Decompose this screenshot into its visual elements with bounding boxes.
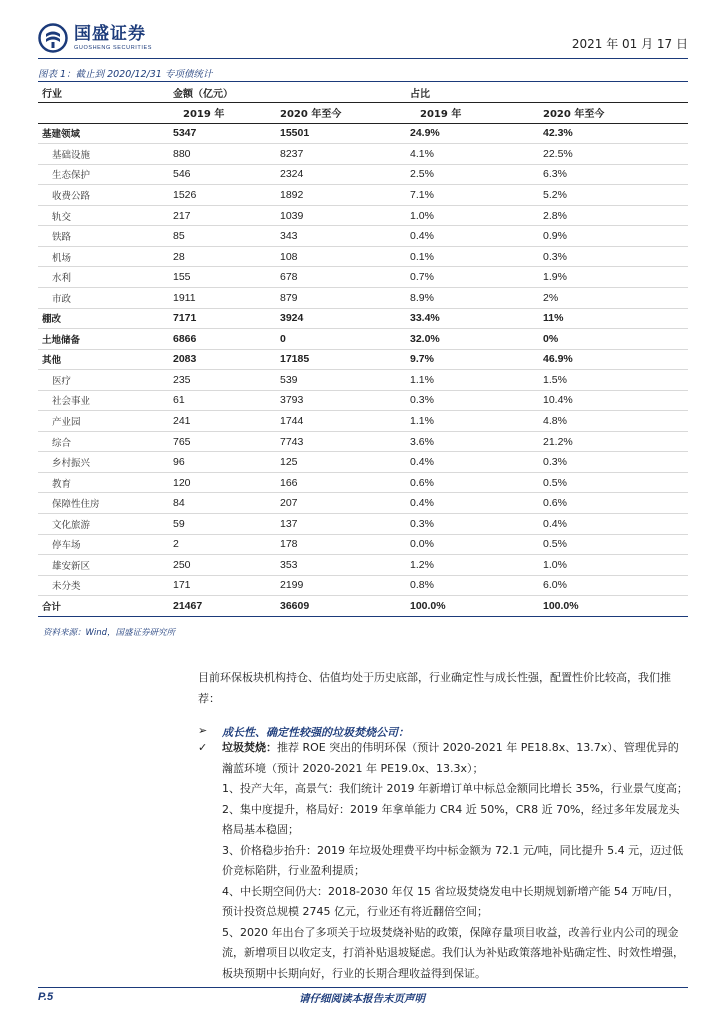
- table-row: [38, 82, 688, 103]
- table-row: [38, 452, 688, 473]
- item-line: [222, 738, 688, 779]
- table-cell: 353: [276, 555, 406, 576]
- table-row: [38, 103, 688, 124]
- table-cell: 0.6%: [406, 472, 539, 493]
- table-cell: 占比: [406, 82, 539, 103]
- table-row: [38, 123, 688, 144]
- table-cell: 1.2%: [406, 555, 539, 576]
- table-cell: 1.5%: [539, 370, 688, 391]
- figure-title: 图表 1：截止到 2020/12/31 专项债统计: [38, 69, 213, 80]
- item-line: 2、集中度提升，格局好：2019 年拿单能力 CR4 近 50%，CR8 近 70%，经过多年发展龙头格局基本稳固；: [222, 802, 680, 836]
- check-bullet-icon: ✓: [198, 741, 208, 754]
- table-cell: 棚改: [38, 308, 169, 329]
- table-cell: 120: [169, 472, 276, 493]
- table-cell: 539: [276, 370, 406, 391]
- table-row: [38, 575, 688, 596]
- table-cell: 137: [276, 513, 406, 534]
- table-cell: 其他: [38, 349, 169, 370]
- table-row: [38, 349, 688, 370]
- table-cell: 轨交: [38, 205, 169, 226]
- table-cell: 84: [169, 493, 276, 514]
- table-cell: 基础设施: [38, 144, 169, 165]
- item-line: 1、投产大年，高景气：我们统计 2019 年新增订单中标总金额同比增长 35%，行业景气度高；: [222, 782, 688, 795]
- table-cell: 96: [169, 452, 276, 473]
- table-cell: 2019 年: [406, 103, 539, 124]
- table-cell: 1.1%: [406, 411, 539, 432]
- table-cell: 250: [169, 555, 276, 576]
- table-cell: 2: [169, 534, 276, 555]
- table-cell: 金额（亿元）: [169, 82, 276, 103]
- table-cell: 2.8%: [539, 205, 688, 226]
- special-bond-table: [38, 82, 688, 617]
- table-cell: 1911: [169, 287, 276, 308]
- table-cell: 0.1%: [406, 246, 539, 267]
- table-cell: 1.1%: [406, 370, 539, 391]
- table-cell: 机场: [38, 246, 169, 267]
- table-cell: 0.3%: [406, 390, 539, 411]
- table-cell: 59: [169, 513, 276, 534]
- table-cell: 2.5%: [406, 164, 539, 185]
- item-line: 4、中长期空间仍大：2018-2030 年仅 15 省垃圾焚烧发电中长期规划新增产能 54 万吨/日，预计投资总规模 2745 亿元，行业还有将近翻倍空间；: [222, 884, 680, 918]
- table-cell: 21467: [169, 596, 276, 617]
- table-cell: 乡村振兴: [38, 452, 169, 473]
- table-row: [38, 226, 688, 247]
- table-cell: 教育: [38, 472, 169, 493]
- table-cell: 2324: [276, 164, 406, 185]
- table-cell: 0.9%: [539, 226, 688, 247]
- table-cell: 171: [169, 575, 276, 596]
- table-cell: 0%: [539, 329, 688, 350]
- table-cell: 6.0%: [539, 575, 688, 596]
- table-cell: 停车场: [38, 534, 169, 555]
- table-row: [38, 555, 688, 576]
- table-cell: 4.8%: [539, 411, 688, 432]
- table-cell: 36609: [276, 596, 406, 617]
- table-cell: 11%: [539, 308, 688, 329]
- table-cell: 社会事业: [38, 390, 169, 411]
- table-cell: 15501: [276, 123, 406, 144]
- table-cell: 32.0%: [406, 329, 539, 350]
- table-row: [38, 370, 688, 391]
- table-cell: 28: [169, 246, 276, 267]
- table-cell: 雄安新区: [38, 555, 169, 576]
- table-cell: 5.2%: [539, 185, 688, 206]
- table-cell: 保障性住房: [38, 493, 169, 514]
- table-cell: 合计: [38, 596, 169, 617]
- table-cell: 产业园: [38, 411, 169, 432]
- table-cell: 125: [276, 452, 406, 473]
- company-logo: [38, 20, 152, 56]
- table-cell: 0.4%: [406, 452, 539, 473]
- page-number: P.5: [38, 991, 54, 1003]
- intro-paragraph: 目前环保板块机构持仓、估值均处于历史底部，行业确定性与成长性强，配置性价比较高，我们推荐：: [198, 671, 671, 705]
- recommendation-heading: 成长性、确定性较强的垃圾焚烧公司：: [222, 726, 409, 739]
- table-cell: 文化旅游: [38, 513, 169, 534]
- table-cell: 9.7%: [406, 349, 539, 370]
- item-line: 5、2020 年出台了多项关于垃圾焚烧补贴的政策，保障存量项目收益，改善行业内公司的现金流，新增项目以收定支，打消补贴退坡疑虑。我们认为补贴政策落地补贴确定性、时效性增强，板块预期中长期向好，行业的长期合理收益得到保证。: [222, 925, 684, 980]
- table-cell: [38, 103, 169, 124]
- table-cell: 6.3%: [539, 164, 688, 185]
- waste-incineration-item: [222, 738, 688, 984]
- table-cell: 6866: [169, 329, 276, 350]
- item-line: 3、价格稳步抬升：2019 年垃圾处理费平均中标金额为 72.1 元/吨，同比提升 5.4 元，迈过低价竞标陷阱，行业盈利提质；: [222, 843, 684, 877]
- table-cell: 1892: [276, 185, 406, 206]
- table-cell: 0.3%: [406, 513, 539, 534]
- table-cell: 0.3%: [539, 246, 688, 267]
- table-cell: 行业: [38, 82, 169, 103]
- table-cell: 2199: [276, 575, 406, 596]
- table-cell: [276, 82, 406, 103]
- table-cell: 综合: [38, 431, 169, 452]
- table-cell: [539, 82, 688, 103]
- table-cell: 10.4%: [539, 390, 688, 411]
- table-cell: 1039: [276, 205, 406, 226]
- table-row: [38, 144, 688, 165]
- table-cell: 2019 年: [169, 103, 276, 124]
- table-cell: 生态保护: [38, 164, 169, 185]
- table-cell: 46.9%: [539, 349, 688, 370]
- table-row: [38, 185, 688, 206]
- table-cell: 水利: [38, 267, 169, 288]
- table-cell: 0.7%: [406, 267, 539, 288]
- guosheng-logo-icon: [38, 23, 68, 53]
- table-cell: 医疗: [38, 370, 169, 391]
- logo-english-name: GUOSHENG SECURITIES: [74, 44, 153, 51]
- table-cell: 100.0%: [539, 596, 688, 617]
- arrow-bullet-icon: ➢: [198, 724, 208, 737]
- table-row: [38, 267, 688, 288]
- report-date: 2021 年 01 月 17 日: [571, 37, 688, 51]
- table-cell: 1.0%: [539, 555, 688, 576]
- table-row: [38, 513, 688, 534]
- footer-divider: [38, 987, 688, 988]
- table-cell: 2020 年至今: [539, 103, 688, 124]
- table-row: [38, 164, 688, 185]
- table-cell: 5347: [169, 123, 276, 144]
- table-cell: 0: [276, 329, 406, 350]
- table-row: [38, 411, 688, 432]
- table-cell: 铁路: [38, 226, 169, 247]
- table-cell: 2020 年至今: [276, 103, 406, 124]
- logo-chinese-name: 国盛证券: [74, 23, 146, 44]
- table-cell: 17185: [276, 349, 406, 370]
- table-row: [38, 534, 688, 555]
- table-cell: 241: [169, 411, 276, 432]
- table-row: [38, 493, 688, 514]
- item-text: 推荐 ROE 突出的伟明环保（预计 2020-2021 年 PE18.8x、13.7x）、管理优异的瀚蓝环境（预计 2020-2021 年 PE19.0x、13.3x）；: [222, 741, 679, 775]
- table-cell: 3924: [276, 308, 406, 329]
- table-row: [38, 596, 688, 617]
- table-cell: 678: [276, 267, 406, 288]
- table-cell: 1744: [276, 411, 406, 432]
- table-row: [38, 246, 688, 267]
- table-cell: 3793: [276, 390, 406, 411]
- table-cell: 0.4%: [406, 226, 539, 247]
- table-cell: 1.9%: [539, 267, 688, 288]
- table-row: [38, 287, 688, 308]
- table-row: [38, 205, 688, 226]
- table-cell: 178: [276, 534, 406, 555]
- table-cell: 546: [169, 164, 276, 185]
- table-cell: 未分类: [38, 575, 169, 596]
- table-cell: 基建领域: [38, 123, 169, 144]
- table-cell: 8237: [276, 144, 406, 165]
- table-cell: 0.8%: [406, 575, 539, 596]
- table-cell: 879: [276, 287, 406, 308]
- table-cell: 155: [169, 267, 276, 288]
- table-cell: 7.1%: [406, 185, 539, 206]
- table-cell: 108: [276, 246, 406, 267]
- table-cell: 100.0%: [406, 596, 539, 617]
- table-cell: 1526: [169, 185, 276, 206]
- table-cell: 343: [276, 226, 406, 247]
- table-cell: 235: [169, 370, 276, 391]
- table-cell: 0.0%: [406, 534, 539, 555]
- table-cell: 0.4%: [539, 513, 688, 534]
- header-divider: [38, 58, 688, 59]
- table-cell: 217: [169, 205, 276, 226]
- table-row: [38, 472, 688, 493]
- table-cell: 24.9%: [406, 123, 539, 144]
- page-header: [38, 20, 688, 58]
- table-cell: 22.5%: [539, 144, 688, 165]
- table-cell: 21.2%: [539, 431, 688, 452]
- table-cell: 0.6%: [539, 493, 688, 514]
- figure-source: 资料来源：Wind，国盛证券研究所: [43, 628, 176, 638]
- footer-disclaimer: 请仔细阅读本报告末页声明: [299, 993, 425, 1005]
- table-cell: 2083: [169, 349, 276, 370]
- table-cell: 7171: [169, 308, 276, 329]
- table-row: [38, 329, 688, 350]
- table-row: [38, 431, 688, 452]
- table-cell: 207: [276, 493, 406, 514]
- table-cell: 3.6%: [406, 431, 539, 452]
- table-cell: 7743: [276, 431, 406, 452]
- table-cell: 42.3%: [539, 123, 688, 144]
- table-cell: 0.5%: [539, 534, 688, 555]
- table-row: [38, 390, 688, 411]
- table-cell: 市政: [38, 287, 169, 308]
- table-cell: 土地储备: [38, 329, 169, 350]
- table-cell: 2%: [539, 287, 688, 308]
- table-cell: 收费公路: [38, 185, 169, 206]
- table-cell: 765: [169, 431, 276, 452]
- table-cell: 4.1%: [406, 144, 539, 165]
- table-cell: 880: [169, 144, 276, 165]
- table-cell: 166: [276, 472, 406, 493]
- table-cell: 85: [169, 226, 276, 247]
- table-row: [38, 308, 688, 329]
- item-lead: 垃圾焚烧：: [222, 741, 277, 754]
- table-cell: 33.4%: [406, 308, 539, 329]
- table-cell: 8.9%: [406, 287, 539, 308]
- table-cell: 61: [169, 390, 276, 411]
- table-cell: 1.0%: [406, 205, 539, 226]
- table-cell: 0.3%: [539, 452, 688, 473]
- table-cell: 0.4%: [406, 493, 539, 514]
- table-cell: 0.5%: [539, 472, 688, 493]
